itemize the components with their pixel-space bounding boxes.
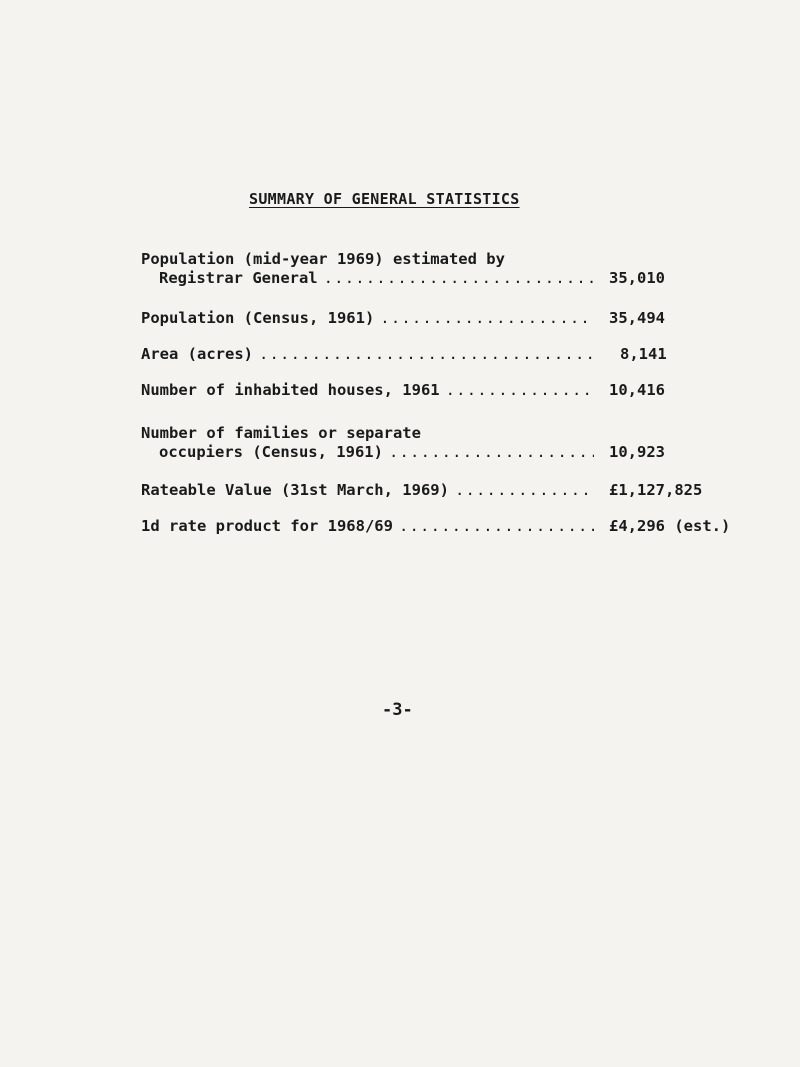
stat-row-rate-product [141,517,596,536]
stat-label-line [141,269,596,288]
stat-row-families [141,424,596,462]
stat-label: Number of families or separate [141,424,421,442]
stat-label: 1d rate product for 1968/69 [141,517,393,535]
stat-label-line [141,345,596,364]
leader-dots [389,443,594,462]
leader-dots [399,517,594,536]
stat-label-line [141,381,596,400]
stat-value-inhabited-houses: 10,416 [609,381,665,399]
stat-label: Population (mid-year 1969) estimated by [141,250,505,268]
stat-label: Population (Census, 1961) [141,309,375,327]
leader-dots [455,481,594,500]
stat-label-line [141,517,596,536]
stat-value-families: 10,923 [609,443,665,461]
stat-label-line [141,443,596,462]
stat-row-inhabited-houses [141,381,596,400]
stat-row-population-census [141,309,596,328]
page-number: -3- [382,700,413,720]
stat-label-line [141,481,596,500]
stat-row-area [141,345,596,364]
stat-value-rate-product: £4,296 (est.) [609,517,731,535]
stat-label-continued: Registrar General [159,269,318,287]
leader-dots [259,345,594,364]
page-title: SUMMARY OF GENERAL STATISTICS [249,190,520,208]
stat-label-line [141,250,596,269]
stat-value-area: 8,141 [620,345,667,363]
stat-value-rateable-value: £1,127,825 [609,481,703,499]
leader-dots [324,269,594,288]
stat-label-line [141,424,596,443]
stat-label: Number of inhabited houses, 1961 [141,381,440,399]
stat-label-line [141,309,596,328]
leader-dots [446,381,594,400]
stat-label-continued: occupiers (Census, 1961) [159,443,383,461]
stat-row-rateable-value [141,481,596,500]
stat-row-population-estimate [141,250,596,288]
stat-label: Area (acres) [141,345,253,363]
stat-label: Rateable Value (31st March, 1969) [141,481,449,499]
stat-value-population-estimate: 35,010 [609,269,665,287]
stat-value-population-census: 35,494 [609,309,665,327]
leader-dots [380,309,594,328]
